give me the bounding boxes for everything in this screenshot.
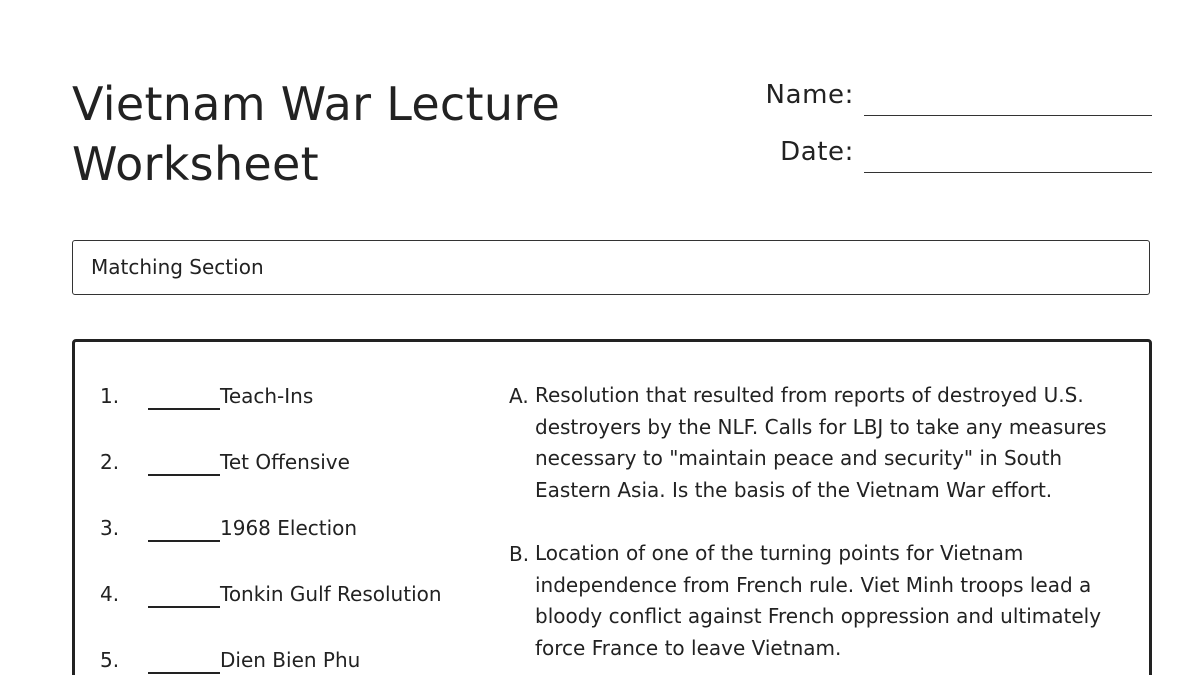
date-label: Date:: [780, 137, 854, 167]
term-text: 1968 Election: [220, 516, 358, 540]
section-title: Matching Section: [91, 255, 264, 279]
term-item: [100, 646, 500, 675]
answer-blank[interactable]: [148, 646, 220, 674]
answer-blank[interactable]: [148, 448, 220, 476]
term-item: [100, 514, 500, 544]
term-text: Tet Offensive: [220, 450, 350, 474]
matching-box: [72, 339, 1152, 675]
answer-blank[interactable]: [148, 514, 220, 542]
term-item: [100, 580, 500, 610]
name-field[interactable]: [740, 74, 1152, 114]
term-number: 1.: [100, 384, 120, 408]
name-blank-line[interactable]: [864, 115, 1152, 116]
term-number: 3.: [100, 516, 120, 540]
definition-letter: B.: [509, 542, 530, 566]
term-text: Teach-Ins: [220, 384, 314, 408]
term-number: 4.: [100, 582, 120, 606]
page-title: [72, 74, 672, 194]
title-line-1: Vietnam War Lecture: [72, 77, 561, 131]
name-label: Name:: [765, 80, 854, 110]
answer-blank[interactable]: [148, 382, 220, 410]
section-header-box: [72, 240, 1150, 295]
title-line-2: Worksheet: [72, 137, 319, 191]
term-number: 5.: [100, 648, 120, 672]
term-item: [100, 382, 500, 412]
definition-letter: A.: [509, 384, 529, 408]
term-text: Dien Bien Phu: [220, 648, 361, 672]
date-blank-line[interactable]: [864, 172, 1152, 173]
date-field[interactable]: [740, 131, 1152, 171]
term-text: Tonkin Gulf Resolution: [220, 582, 442, 606]
term-number: 2.: [100, 450, 120, 474]
definition-text: Resolution that resulted from reports of destroyed U.S. destroyers by the NLF. Calls for LBJ to take any measures necessary to "maintain peace and security" in South Eastern Asia. Is the basis of the Vietnam War effort.: [535, 383, 1107, 502]
term-item: [100, 448, 500, 478]
definition-text: Location of one of the turning points for Vietnam independence from French rule. Viet Minh troops lead a bloody conflict against French oppression and ultimately force France to leave Vietnam.: [535, 541, 1102, 660]
answer-blank[interactable]: [148, 580, 220, 608]
